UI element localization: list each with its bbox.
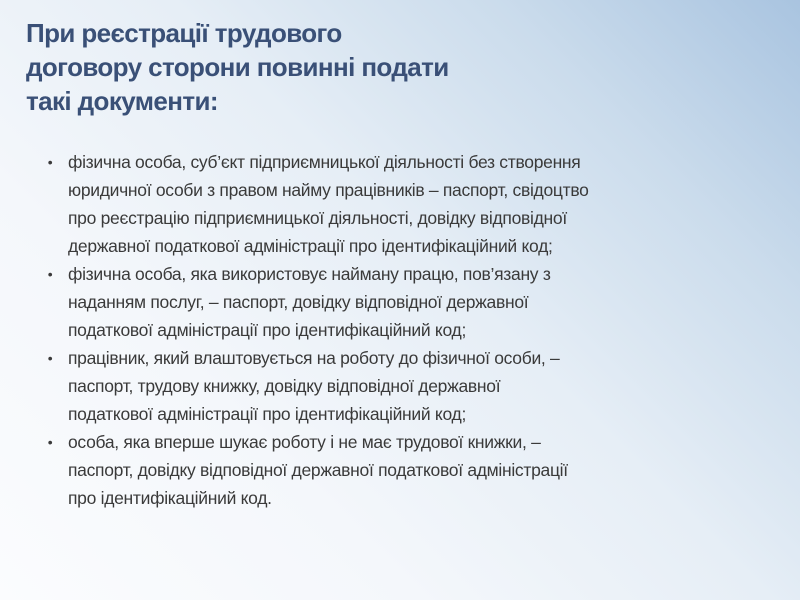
slide-title — [26, 16, 526, 118]
slide-title-line-1: При реєстрації трудового — [26, 18, 342, 48]
bullet-text-line: паспорт, трудову книжку, довідку відповідної державної — [68, 376, 501, 396]
bullet-item-individual-hiring-services — [40, 260, 660, 344]
bullet-text-line: про реєстрацію підприємницької діяльності, довідку відповідної — [68, 208, 567, 228]
bullet-text-line: юридичної особи з правом найму працівників – паспорт, свідоцтво — [68, 180, 589, 200]
bullet-item-individual-entrepreneur — [40, 148, 660, 260]
bullet-list — [40, 148, 660, 512]
bullet-icon: • — [47, 350, 53, 366]
bullet-text-line: про ідентифікаційний код. — [68, 488, 272, 508]
bullet-text-line: фізична особа, суб’єкт підприємницької діяльності без створення — [68, 152, 581, 172]
bullet-text-line: особа, яка вперше шукає роботу і не має трудової книжки, – — [68, 432, 541, 452]
bullet-text-line: податкової адміністрації про ідентифікаційний код; — [68, 320, 467, 340]
bullet-text-line: податкової адміністрації про ідентифікаційний код; — [68, 404, 467, 424]
bullet-item-first-job-seeker — [40, 428, 660, 512]
bullet-icon: • — [47, 434, 53, 450]
bullet-text-line: паспорт, довідку відповідної державної податкової адміністрації — [68, 460, 568, 480]
bullet-icon: • — [47, 266, 53, 282]
bullet-text-line: працівник, який влаштовується на роботу до фізичної особи, – — [68, 348, 560, 368]
bullet-text-line: наданням послуг, – паспорт, довідку відповідної державної — [68, 292, 529, 312]
bullet-text-line: фізична особа, яка використовує найману працю, пов’язану з — [68, 264, 551, 284]
slide-title-line-2: договору сторони повинні подати — [26, 52, 449, 82]
bullet-item-employee — [40, 344, 660, 428]
bullet-text-line: державної податкової адміністрації про ідентифікаційний код; — [68, 236, 553, 256]
slide-title-line-3: такі документи: — [26, 86, 218, 116]
bullet-icon: • — [47, 154, 53, 170]
